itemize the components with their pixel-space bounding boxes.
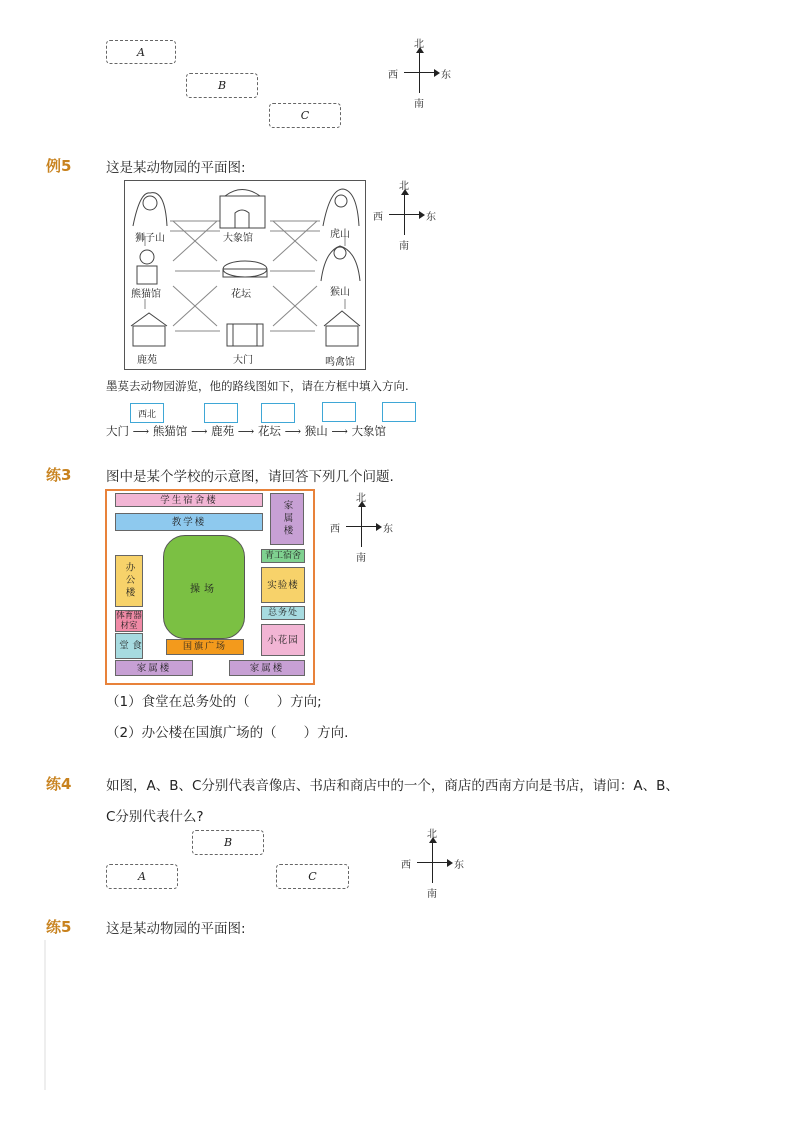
practice-3-intro: 图中是某个学校的示意图，请回答下列几个问题. xyxy=(106,469,394,485)
practice-5-label: 练5 xyxy=(46,918,72,936)
zoo-lion: 狮子山 xyxy=(135,233,165,244)
zoo-gate: 大门 xyxy=(233,355,253,366)
zoo-monkey: 猴山 xyxy=(330,287,350,298)
route-box-3[interactable] xyxy=(261,403,295,423)
zoo-deer: 鹿苑 xyxy=(137,355,157,366)
zoo-elephant: 大象馆 xyxy=(223,233,253,244)
practice-3-label: 练3 xyxy=(46,466,72,484)
zoo-bird: 鸣禽馆 xyxy=(325,357,355,368)
bld-family-bottom-1: 家属楼 xyxy=(115,660,193,676)
bld-dorm: 学生宿舍楼 xyxy=(115,493,263,507)
bld-pe-room: 体育器材室 xyxy=(116,611,142,631)
route-box-1: 西北 xyxy=(130,403,164,423)
bld-canteen: 食堂 xyxy=(115,633,143,659)
route-line: 大门 ⟶ 熊猫馆 ⟶ 鹿苑 ⟶ 花坛 ⟶ 猴山 ⟶ 大象馆 xyxy=(106,424,387,438)
compass-icon: 北 南 西 东 xyxy=(401,829,464,900)
box-a-2: A xyxy=(106,864,178,889)
zoo-tiger: 虎山 xyxy=(330,229,350,240)
bld-family-right: 家属楼 xyxy=(270,493,304,545)
route-intro: 墨莫去动物园游览，他的路线图如下，请在方框中填入方向. xyxy=(106,379,409,393)
bld-general-affairs: 总务处 xyxy=(261,606,305,620)
bld-garden: 小花园 xyxy=(261,624,305,656)
sports-field: 操场 xyxy=(163,535,245,639)
zoo-flower: 花坛 xyxy=(231,289,251,300)
practice-5-intro: 这是某动物园的平面图: xyxy=(106,921,246,937)
practice-4-line1: 如图，A、B、C分别代表音像店、书店和商店中的一个，商店的西南方向是书店，请问：A、B、 xyxy=(106,778,679,794)
example-5-intro: 这是某动物园的平面图: xyxy=(106,160,246,176)
question-2: （2）办公楼在国旗广场的（ ）方向. xyxy=(106,725,349,741)
practice-4-line2: C分别代表什么? xyxy=(106,809,204,825)
practice-4-label: 练4 xyxy=(46,775,72,793)
left-rule xyxy=(44,940,46,1090)
box-b: B xyxy=(186,73,258,98)
question-1: （1）食堂在总务处的（ ）方向; xyxy=(106,694,322,710)
box-b-2: B xyxy=(192,830,264,855)
bld-teaching: 教学楼 xyxy=(115,513,263,531)
route-box-5[interactable] xyxy=(382,402,416,422)
bld-lab: 实验楼 xyxy=(261,567,305,603)
example-5-label: 例5 xyxy=(46,157,72,175)
compass-icon: 北 南 西 东 xyxy=(373,181,436,252)
compass-icon: 北 南 西 东 xyxy=(388,39,451,110)
zoo-map xyxy=(124,180,366,370)
flag-square: 国旗广场 xyxy=(166,639,244,655)
route-box-4[interactable] xyxy=(322,402,356,422)
box-c: C xyxy=(269,103,341,128)
bld-office: 办公楼 xyxy=(115,555,143,607)
route-box-2[interactable] xyxy=(204,403,238,423)
box-c-2: C xyxy=(276,864,349,889)
box-a: A xyxy=(106,40,176,64)
compass-icon: 北 南 西 东 xyxy=(330,493,393,564)
school-map xyxy=(105,489,315,685)
zoo-panda: 熊猫馆 xyxy=(131,289,161,300)
bld-family-bottom-2: 家属楼 xyxy=(229,660,305,676)
bld-youth-dorm: 青工宿舍 xyxy=(261,549,305,563)
